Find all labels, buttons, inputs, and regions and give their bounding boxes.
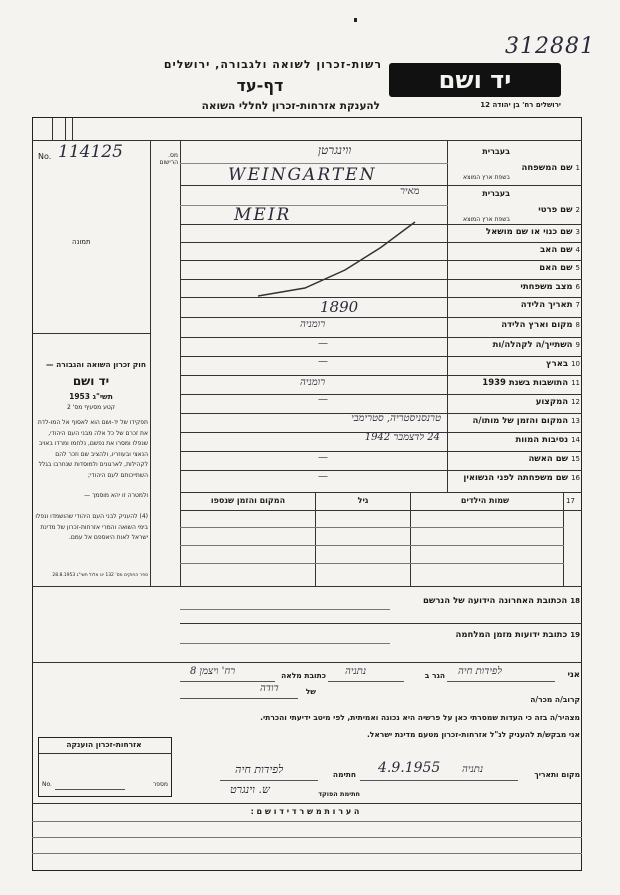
decl-gar-label: הגר ב [424,671,445,680]
entry-residence-1939: רומניה [300,377,326,388]
stamp-box-num-label: מספר [152,781,168,788]
decl-signature: לפידות חיה [235,763,284,776]
decl-verifier-label: חתימת הפוקד [318,790,360,798]
entry-firstname-he: מאיר [400,186,420,197]
stamp-box-title: אזרחות-זכרון הוענקה [66,740,142,749]
field-row-line [180,185,582,186]
field-row-line [180,337,582,338]
entry-profession: — [318,394,328,405]
field-label-2: 2שם פרטי [538,205,580,215]
field-inner-line [180,163,448,164]
children-place-header: המקום והזמן שנספו [210,496,286,505]
archive-number: 312881 [505,34,595,59]
field-label-8: 8מקום וארץ הלידה [501,320,580,330]
field-label-13: 13המקום והזמן של מותו/ה [472,416,580,426]
decl-statement: מצהיר/ה בזה כי העדות שמסרתי כאן על פרשיה היא נכונה ואמיתית, לפי מיטב ידיעתי והכרתי. [260,713,580,722]
entry-country: — [318,356,328,367]
field-label-11: 11התושבות בשנת 1939 [482,378,580,388]
photo-label: תמונה [72,238,91,246]
field-inner-line [180,205,448,206]
law-text-2: ולמטרה זו יהא מוסמך — [84,492,148,499]
header-address: ירושלים רח' בן יהודה 12 [480,101,561,109]
decl-signature-label: חתימה [332,770,356,779]
field-label-14: 14נסיבות המוות [515,435,580,445]
decl-name: לפידות חיה [458,666,502,677]
entry-firstname-lat: MEIR [234,205,292,225]
decl-place-date-label: מקום ותאריך [534,770,580,779]
form-subtitle: להענקת אזרחות-זכרון לחללי השואה [201,100,380,112]
form-title: דף-עד [236,76,284,95]
field-label-12: 12המקצוע [535,397,580,407]
yad-vashem-logo: יד ושם [389,63,561,97]
decl-relation: דודה [260,683,279,694]
decl-verifier: ש. וינגרט [230,783,270,796]
law-logo: יד ושם [72,374,110,388]
field-row-line [180,317,582,318]
decl-request: אני מבקש/ת להעניק לנ"ל אזרחות-זכרון מטעם מדינת ישראל. [366,730,580,739]
reg-number: 114125 [58,142,123,162]
law-clause: קטע מסעיף מס' 2 [67,404,115,411]
entry-wife-maiden: — [318,471,328,482]
decl-relation-label: קרוב/ה מכר/ה [530,695,580,704]
field-label-16: 16שם משפחתה לפני הנשואין [463,473,580,483]
decl-relation-of: של [305,687,316,696]
field-row-line [180,394,582,395]
entry-surname-lat: WEINGARTEN [228,165,377,185]
reg-label: מס. הרישום [159,152,178,166]
field-label-5: 5שם האם [539,263,580,273]
field-19-label: 19 כתובת ידועות מזמן המלחמה [455,630,580,640]
field-label-10: 10בארץ [545,359,580,369]
field-sub-1: בשפת ארץ המוצא [462,174,510,181]
field-label-4: 4שם האב [539,245,580,255]
authority-title: רשות-זכרון לשואה ולגבורה, ירושלים [163,58,382,71]
field-label-7: 7תאריך הלידה [520,300,580,310]
notes-title: ה ע ר ו ת מ ש ר ד י ד ו ש ם : [250,807,360,816]
decl-city: נתניה [345,666,367,677]
decl-ani: אני [567,670,580,680]
field-lang-1: בעברית [482,147,510,156]
entry-death-place: טרנסניסטריה, סטרימבי [351,413,441,424]
law-year: תשי"ג 1953 [69,392,113,401]
entry-death-circumstances: 24 לדצמבר 1942 [364,432,440,443]
law-text-1: תפקידו של יד-ושם הוא לאסוף אל המו-לדת את זכרם של כל אלה מבני העם היהודי, שנפלו ומסרו את נפשם, נלחמו ומרדו באויב הנאצי ובעוזריו, ולהציב שם וזכר להם לקהילות, לארגונים ולמוסדות שנחרבו בגלל השתייכותם לעם היהודי; [37,419,148,479]
ink-dot [354,18,357,22]
stamp-box-no: No. [42,781,52,788]
entry-birth-date: 1890 [320,298,359,316]
field-label-6: 6מצב משפחתי [520,282,580,292]
decl-place: נתניה [462,764,484,775]
field-18-label: 18 הכתובת האחרונה הידועה של הנרשם [422,596,580,606]
field-row-line [180,356,582,357]
field-label-3: 3שם כנוי או שם מושאל [485,227,580,237]
reg-prefix: No. [38,152,52,161]
decl-address-label: כתובת מלאה [281,671,326,680]
field-label-15: 15שם האשה [528,454,580,464]
entry-wife-name: — [318,452,328,463]
children-names-header: שמות הילדים [460,496,510,505]
field-label-1: 1שם המשפחה [521,163,580,173]
law-footer: ספר החוקים מס' 132 יט אלול תשי"ג 28.8.1953 [52,573,148,578]
field-row-line [180,451,582,452]
field-sub-2: בשפת ארץ המוצא [462,216,510,223]
field-lang-2: בעברית [482,189,510,198]
entry-surname-he: ווינגרטן [318,143,352,157]
entry-community: — [318,338,328,349]
decl-date: 4.9.1955 [378,760,441,776]
children-age-header: גיל [357,496,369,505]
field-label-9: 9השתייך/ה לקהלה/ות [492,340,580,350]
entry-birth-place: רומניה [300,319,326,330]
field-row-line [180,375,582,376]
field-row-line [180,470,582,471]
law-title: חוק זכרון השואה והגבורה — [45,360,146,369]
strike-through-mark [250,218,420,298]
children-num: 17 [566,497,575,505]
decl-address: רח' ויצמן 8 [190,666,236,677]
law-text-3: (4) להעניק לבני העם היהודי שהושמדו ונפלו בימי השואה והמרי אזרחות-זכרון של מדינת ישראל לאות היאספם אל עמם. [35,513,148,541]
